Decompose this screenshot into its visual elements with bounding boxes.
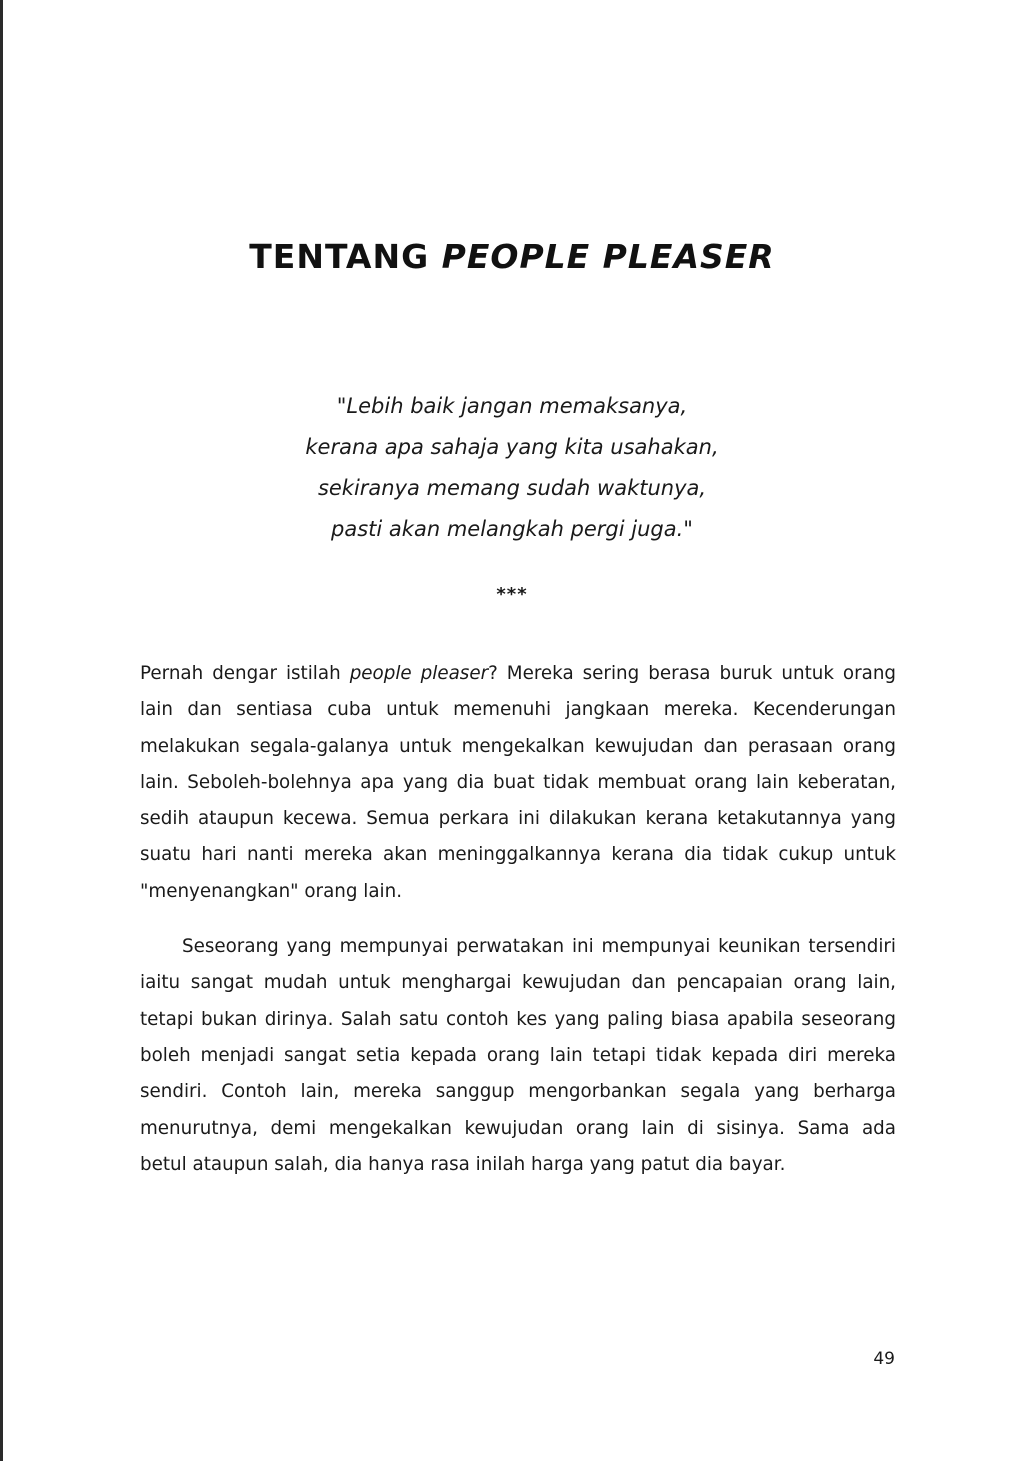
paragraph-line: sendiri. Contoh lain, mereka sanggup mengorbankan segala yang berharga: [140, 1081, 896, 1103]
epigraph-line: kerana apa sahaja yang kita usahakan,: [305, 435, 719, 459]
paragraph-line: sedih ataupun kecewa. Semua perkara ini dilakukan kerana ketakutannya yang: [140, 808, 896, 830]
line-text: Pernah dengar istilah: [140, 663, 350, 684]
paragraph-line: suatu hari nanti mereka akan meninggalkannya kerana dia tidak cukup untuk: [140, 844, 896, 866]
paragraph-line: betul ataupun salah, dia hanya rasa inilah harga yang patut dia bayar.: [140, 1153, 786, 1175]
epigraph-line: sekiranya memang sudah waktunya,: [317, 476, 707, 500]
page-number: 49: [873, 1349, 895, 1369]
epigraph: [0, 386, 1024, 550]
paragraph-line: iaitu sangat mudah untuk menghargai kewujudan dan pencapaian orang lain,: [140, 972, 896, 994]
chapter-title-plain: TENTANG: [249, 237, 442, 277]
paragraph-line: tetapi bukan dirinya. Salah satu contoh kes yang paling biasa apabila seseorang: [140, 1008, 896, 1030]
chapter-title-italic: PEOPLE PLEASER: [441, 237, 775, 277]
line-text: ? Mereka sering berasa buruk untuk orang: [488, 663, 897, 684]
epigraph-line: "Lebih baik jangan memaksanya,: [336, 394, 688, 418]
paragraph-line: [140, 656, 896, 692]
italic-term: people pleaser: [349, 663, 489, 684]
paragraph-line: boleh menjadi sangat setia kepada orang lain tetapi tidak kepada diri mereka: [140, 1044, 896, 1066]
epigraph-line: pasti akan melangkah pergi juga.": [331, 517, 693, 541]
section-separator: ***: [496, 584, 528, 605]
page-edge: [0, 0, 3, 1461]
chapter-title: [0, 237, 1024, 276]
paragraph-line: Seseorang yang mempunyai perwatakan ini mempunyai keunikan tersendiri: [182, 936, 896, 958]
paragraph-line: lain. Seboleh-bolehnya apa yang dia buat tidak membuat orang lain keberatan,: [140, 771, 896, 793]
paragraph-line: "menyenangkan" orang lain.: [140, 880, 403, 902]
paragraph-line: melakukan segala-galanya untuk mengekalkan kewujudan dan perasaan orang: [140, 735, 896, 757]
paragraph: [140, 929, 896, 1183]
paragraph-line: lain dan sentiasa cuba untuk memenuhi jangkaan mereka. Kecenderungan: [140, 699, 896, 721]
paragraph: [140, 656, 896, 910]
paragraph-line: menurutnya, demi mengekalkan kewujudan orang lain di sisinya. Sama ada: [140, 1117, 896, 1139]
body-text: [140, 656, 896, 1183]
